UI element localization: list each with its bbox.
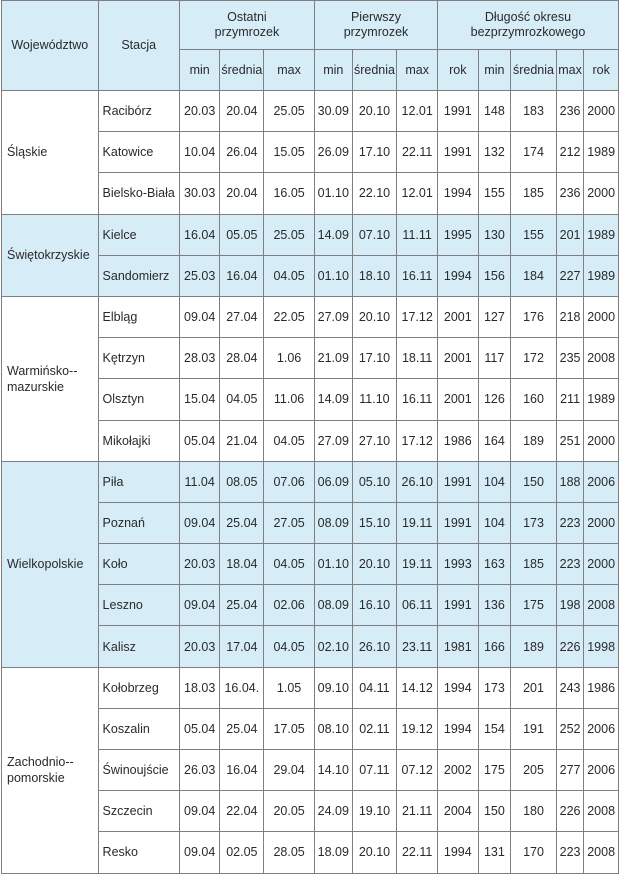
table-cell: 1991 xyxy=(437,502,478,543)
table-cell: 1994 xyxy=(437,832,478,873)
col-header-wojewodztwo: Województwo xyxy=(2,1,99,91)
table-cell: 126 xyxy=(478,379,511,420)
sub-header-max: max xyxy=(556,50,583,91)
region-group xyxy=(2,214,619,296)
table-cell: 2000 xyxy=(584,296,619,337)
table-cell: 28.03 xyxy=(179,338,220,379)
table-cell: 19.11 xyxy=(397,502,438,543)
table-cell: 09.04 xyxy=(179,296,220,337)
col-header-ostatni: Ostatni przymrozek xyxy=(179,1,314,50)
table-cell: 16.04 xyxy=(179,214,220,255)
table-cell: 27.09 xyxy=(315,420,353,461)
table-cell: 226 xyxy=(556,791,583,832)
table-cell: 2000 xyxy=(584,91,619,132)
station-name: Kielce xyxy=(98,214,179,255)
sub-header-rok: rok xyxy=(437,50,478,91)
table-header xyxy=(2,1,619,91)
table-cell: 26.04 xyxy=(220,132,264,173)
table-cell: 1991 xyxy=(437,132,478,173)
table-cell: 25.04 xyxy=(220,708,264,749)
table-cell: 188 xyxy=(556,461,583,502)
table-cell: 164 xyxy=(478,420,511,461)
station-name: Olsztyn xyxy=(98,379,179,420)
table-cell: 1989 xyxy=(584,379,619,420)
table-cell: 28.04 xyxy=(220,338,264,379)
table-cell: 166 xyxy=(478,626,511,667)
region-group xyxy=(2,91,619,215)
table-cell: 150 xyxy=(478,791,511,832)
table-cell: 2001 xyxy=(437,379,478,420)
table-cell: 1989 xyxy=(584,214,619,255)
table-cell: 130 xyxy=(478,214,511,255)
table-cell: 160 xyxy=(511,379,557,420)
table-cell: 189 xyxy=(511,420,557,461)
table-cell: 226 xyxy=(556,626,583,667)
table-cell: 176 xyxy=(511,296,557,337)
table-cell: 14.10 xyxy=(315,750,353,791)
table-cell: 02.06 xyxy=(264,585,315,626)
table-cell: 1991 xyxy=(437,91,478,132)
region-group xyxy=(2,461,619,667)
table-row xyxy=(2,296,619,337)
table-cell: 172 xyxy=(511,338,557,379)
table-cell: 223 xyxy=(556,832,583,873)
table-cell: 180 xyxy=(511,791,557,832)
table-cell: 1986 xyxy=(584,667,619,708)
station-name: Kętrzyn xyxy=(98,338,179,379)
table-cell: 18.04 xyxy=(220,544,264,585)
table-cell: 104 xyxy=(478,502,511,543)
table-cell: 02.11 xyxy=(352,708,397,749)
table-cell: 19.10 xyxy=(352,791,397,832)
table-cell: 14.09 xyxy=(315,379,353,420)
table-cell: 1998 xyxy=(584,626,619,667)
table-cell: 155 xyxy=(478,173,511,214)
station-name: Kalisz xyxy=(98,626,179,667)
table-cell: 04.05 xyxy=(220,379,264,420)
table-cell: 104 xyxy=(478,461,511,502)
table-cell: 07.11 xyxy=(352,750,397,791)
region-name: Wielkopolskie xyxy=(2,461,99,667)
table-cell: 30.09 xyxy=(315,91,353,132)
table-cell: 212 xyxy=(556,132,583,173)
table-cell: 1.06 xyxy=(264,338,315,379)
station-name: Leszno xyxy=(98,585,179,626)
station-name: Kołobrzeg xyxy=(98,667,179,708)
table-cell: 127 xyxy=(478,296,511,337)
table-cell: 20.03 xyxy=(179,91,220,132)
table-cell: 11.11 xyxy=(397,214,438,255)
station-name: Sandomierz xyxy=(98,255,179,296)
sub-header-min: min xyxy=(315,50,353,91)
table-cell: 1994 xyxy=(437,255,478,296)
table-cell: 16.04. xyxy=(220,667,264,708)
table-cell: 2006 xyxy=(584,461,619,502)
table-cell: 01.10 xyxy=(315,173,353,214)
table-cell: 05.10 xyxy=(352,461,397,502)
table-cell: 1989 xyxy=(584,132,619,173)
station-name: Koło xyxy=(98,544,179,585)
table-cell: 1994 xyxy=(437,667,478,708)
table-cell: 06.11 xyxy=(397,585,438,626)
table-cell: 22.04 xyxy=(220,791,264,832)
table-cell: 04.11 xyxy=(352,667,397,708)
region-name: Świętokrzyskie xyxy=(2,214,99,296)
sub-header-srednia: średnia xyxy=(352,50,397,91)
station-name: Resko xyxy=(98,832,179,873)
table-cell: 117 xyxy=(478,338,511,379)
table-cell: 236 xyxy=(556,91,583,132)
table-cell: 15.10 xyxy=(352,502,397,543)
frost-table xyxy=(1,0,619,874)
table-cell: 170 xyxy=(511,832,557,873)
table-cell: 15.04 xyxy=(179,379,220,420)
table-cell: 04.05 xyxy=(264,420,315,461)
table-cell: 223 xyxy=(556,502,583,543)
station-name: Świnoujście xyxy=(98,750,179,791)
table-cell: 09.04 xyxy=(179,502,220,543)
table-cell: 175 xyxy=(511,585,557,626)
table-cell: 227 xyxy=(556,255,583,296)
table-cell: 05.04 xyxy=(179,420,220,461)
table-cell: 16.11 xyxy=(397,379,438,420)
table-cell: 20.04 xyxy=(220,173,264,214)
region-name: Zachodnio-pomorskie xyxy=(2,667,99,873)
table-cell: 189 xyxy=(511,626,557,667)
table-cell: 18.03 xyxy=(179,667,220,708)
table-cell: 150 xyxy=(511,461,557,502)
station-name: Poznań xyxy=(98,502,179,543)
table-cell: 2002 xyxy=(437,750,478,791)
table-cell: 174 xyxy=(511,132,557,173)
table-cell: 16.05 xyxy=(264,173,315,214)
table-cell: 01.10 xyxy=(315,544,353,585)
table-cell: 27.05 xyxy=(264,502,315,543)
table-cell: 1995 xyxy=(437,214,478,255)
table-cell: 20.04 xyxy=(220,91,264,132)
table-cell: 2000 xyxy=(584,173,619,214)
table-cell: 26.10 xyxy=(397,461,438,502)
table-cell: 223 xyxy=(556,544,583,585)
table-cell: 173 xyxy=(478,667,511,708)
table-cell: 25.05 xyxy=(264,214,315,255)
table-cell: 236 xyxy=(556,173,583,214)
table-cell: 17.10 xyxy=(352,338,397,379)
station-name: Elbląg xyxy=(98,296,179,337)
table-cell: 28.05 xyxy=(264,832,315,873)
table-cell: 27.04 xyxy=(220,296,264,337)
col-header-stacja: Stacja xyxy=(98,1,179,91)
table-cell: 198 xyxy=(556,585,583,626)
table-cell: 22.11 xyxy=(397,132,438,173)
table-cell: 09.10 xyxy=(315,667,353,708)
col-header-pierwszy: Pierwszy przymrozek xyxy=(315,1,438,50)
station-name: Szczecin xyxy=(98,791,179,832)
table-cell: 12.01 xyxy=(397,173,438,214)
table-cell: 2006 xyxy=(584,750,619,791)
table-cell: 19.11 xyxy=(397,544,438,585)
table-cell: 22.11 xyxy=(397,832,438,873)
table-cell: 131 xyxy=(478,832,511,873)
table-cell: 01.10 xyxy=(315,255,353,296)
table-cell: 154 xyxy=(478,708,511,749)
table-cell: 243 xyxy=(556,667,583,708)
table-cell: 23.11 xyxy=(397,626,438,667)
table-cell: 06.09 xyxy=(315,461,353,502)
table-cell: 1994 xyxy=(437,173,478,214)
table-row xyxy=(2,461,619,502)
station-name: Piła xyxy=(98,461,179,502)
table-cell: 08.09 xyxy=(315,585,353,626)
table-cell: 20.10 xyxy=(352,832,397,873)
table-cell: 1991 xyxy=(437,461,478,502)
table-cell: 09.04 xyxy=(179,791,220,832)
table-cell: 11.04 xyxy=(179,461,220,502)
table-cell: 2008 xyxy=(584,832,619,873)
table-cell: 27.09 xyxy=(315,296,353,337)
table-cell: 30.03 xyxy=(179,173,220,214)
table-cell: 15.05 xyxy=(264,132,315,173)
table-cell: 277 xyxy=(556,750,583,791)
table-cell: 18.10 xyxy=(352,255,397,296)
table-cell: 2008 xyxy=(584,338,619,379)
table-cell: 07.12 xyxy=(397,750,438,791)
table-cell: 24.09 xyxy=(315,791,353,832)
table-cell: 1986 xyxy=(437,420,478,461)
table-cell: 29.04 xyxy=(264,750,315,791)
table-cell: 205 xyxy=(511,750,557,791)
table-cell: 1981 xyxy=(437,626,478,667)
table-cell: 26.03 xyxy=(179,750,220,791)
station-name: Racibórz xyxy=(98,91,179,132)
table-cell: 2001 xyxy=(437,296,478,337)
table-cell: 04.05 xyxy=(264,544,315,585)
table-cell: 04.05 xyxy=(264,255,315,296)
table-cell: 20.05 xyxy=(264,791,315,832)
table-cell: 25.04 xyxy=(220,502,264,543)
table-cell: 07.06 xyxy=(264,461,315,502)
table-cell: 201 xyxy=(511,667,557,708)
table-cell: 1989 xyxy=(584,255,619,296)
table-cell: 132 xyxy=(478,132,511,173)
table-row xyxy=(2,91,619,132)
table-cell: 10.04 xyxy=(179,132,220,173)
col-header-dlugosc: Długość okresu bezprzymrozkowego xyxy=(437,1,618,50)
table-cell: 14.09 xyxy=(315,214,353,255)
table-cell: 25.04 xyxy=(220,585,264,626)
table-cell: 20.03 xyxy=(179,544,220,585)
table-cell: 148 xyxy=(478,91,511,132)
table-cell: 02.10 xyxy=(315,626,353,667)
table-cell: 2004 xyxy=(437,791,478,832)
table-cell: 22.10 xyxy=(352,173,397,214)
table-cell: 218 xyxy=(556,296,583,337)
table-cell: 183 xyxy=(511,91,557,132)
table-cell: 11.06 xyxy=(264,379,315,420)
table-cell: 16.10 xyxy=(352,585,397,626)
table-cell: 14.12 xyxy=(397,667,438,708)
table-cell: 09.04 xyxy=(179,832,220,873)
table-cell: 26.10 xyxy=(352,626,397,667)
sub-header-srednia: średnia xyxy=(220,50,264,91)
sub-header-srednia: średnia xyxy=(511,50,557,91)
table-cell: 17.12 xyxy=(397,420,438,461)
table-cell: 251 xyxy=(556,420,583,461)
table-cell: 155 xyxy=(511,214,557,255)
table-cell: 09.04 xyxy=(179,585,220,626)
table-cell: 201 xyxy=(556,214,583,255)
table-cell: 08.09 xyxy=(315,502,353,543)
table-cell: 1991 xyxy=(437,585,478,626)
table-cell: 20.10 xyxy=(352,296,397,337)
table-cell: 20.10 xyxy=(352,91,397,132)
table-cell: 156 xyxy=(478,255,511,296)
table-cell: 07.10 xyxy=(352,214,397,255)
table-cell: 21.09 xyxy=(315,338,353,379)
table-cell: 2000 xyxy=(584,502,619,543)
table-cell: 1994 xyxy=(437,708,478,749)
table-cell: 08.05 xyxy=(220,461,264,502)
table-cell: 12.01 xyxy=(397,91,438,132)
table-cell: 1.05 xyxy=(264,667,315,708)
table-cell: 235 xyxy=(556,338,583,379)
table-cell: 05.05 xyxy=(220,214,264,255)
table-cell: 19.12 xyxy=(397,708,438,749)
table-cell: 20.10 xyxy=(352,544,397,585)
sub-header-rok: rok xyxy=(584,50,619,91)
table-cell: 27.10 xyxy=(352,420,397,461)
table-cell: 2008 xyxy=(584,791,619,832)
table-cell: 2001 xyxy=(437,338,478,379)
table-cell: 18.09 xyxy=(315,832,353,873)
table-cell: 16.11 xyxy=(397,255,438,296)
table-row xyxy=(2,667,619,708)
table-cell: 17.10 xyxy=(352,132,397,173)
table-cell: 184 xyxy=(511,255,557,296)
table-cell: 25.03 xyxy=(179,255,220,296)
table-cell: 163 xyxy=(478,544,511,585)
table-cell: 2008 xyxy=(584,585,619,626)
table-cell: 02.05 xyxy=(220,832,264,873)
station-name: Koszalin xyxy=(98,708,179,749)
table-cell: 25.05 xyxy=(264,91,315,132)
region-group xyxy=(2,667,619,873)
table-cell: 1993 xyxy=(437,544,478,585)
table-cell: 185 xyxy=(511,173,557,214)
table-cell: 18.11 xyxy=(397,338,438,379)
table-cell: 175 xyxy=(478,750,511,791)
table-cell: 16.04 xyxy=(220,750,264,791)
table-cell: 20.03 xyxy=(179,626,220,667)
station-name: Bielsko-Biała xyxy=(98,173,179,214)
sub-header-max: max xyxy=(397,50,438,91)
table-cell: 136 xyxy=(478,585,511,626)
table-cell: 22.05 xyxy=(264,296,315,337)
table-cell: 211 xyxy=(556,379,583,420)
region-name: Śląskie xyxy=(2,91,99,215)
table-cell: 17.04 xyxy=(220,626,264,667)
station-name: Mikołajki xyxy=(98,420,179,461)
table-cell: 2000 xyxy=(584,544,619,585)
table-cell: 04.05 xyxy=(264,626,315,667)
table-cell: 2000 xyxy=(584,420,619,461)
table-cell: 173 xyxy=(511,502,557,543)
table-cell: 185 xyxy=(511,544,557,585)
table-cell: 05.04 xyxy=(179,708,220,749)
region-group xyxy=(2,296,619,461)
table-cell: 252 xyxy=(556,708,583,749)
sub-header-min: min xyxy=(478,50,511,91)
table-row xyxy=(2,214,619,255)
table-cell: 08.10 xyxy=(315,708,353,749)
table-cell: 16.04 xyxy=(220,255,264,296)
region-name: Warmińsko-mazurskie xyxy=(2,296,99,461)
table-cell: 2006 xyxy=(584,708,619,749)
table-cell: 11.10 xyxy=(352,379,397,420)
table-cell: 191 xyxy=(511,708,557,749)
sub-header-max: max xyxy=(264,50,315,91)
sub-header-min: min xyxy=(179,50,220,91)
table-cell: 17.12 xyxy=(397,296,438,337)
table-cell: 21.11 xyxy=(397,791,438,832)
table-cell: 17.05 xyxy=(264,708,315,749)
table-cell: 21.04 xyxy=(220,420,264,461)
table-cell: 26.09 xyxy=(315,132,353,173)
station-name: Katowice xyxy=(98,132,179,173)
